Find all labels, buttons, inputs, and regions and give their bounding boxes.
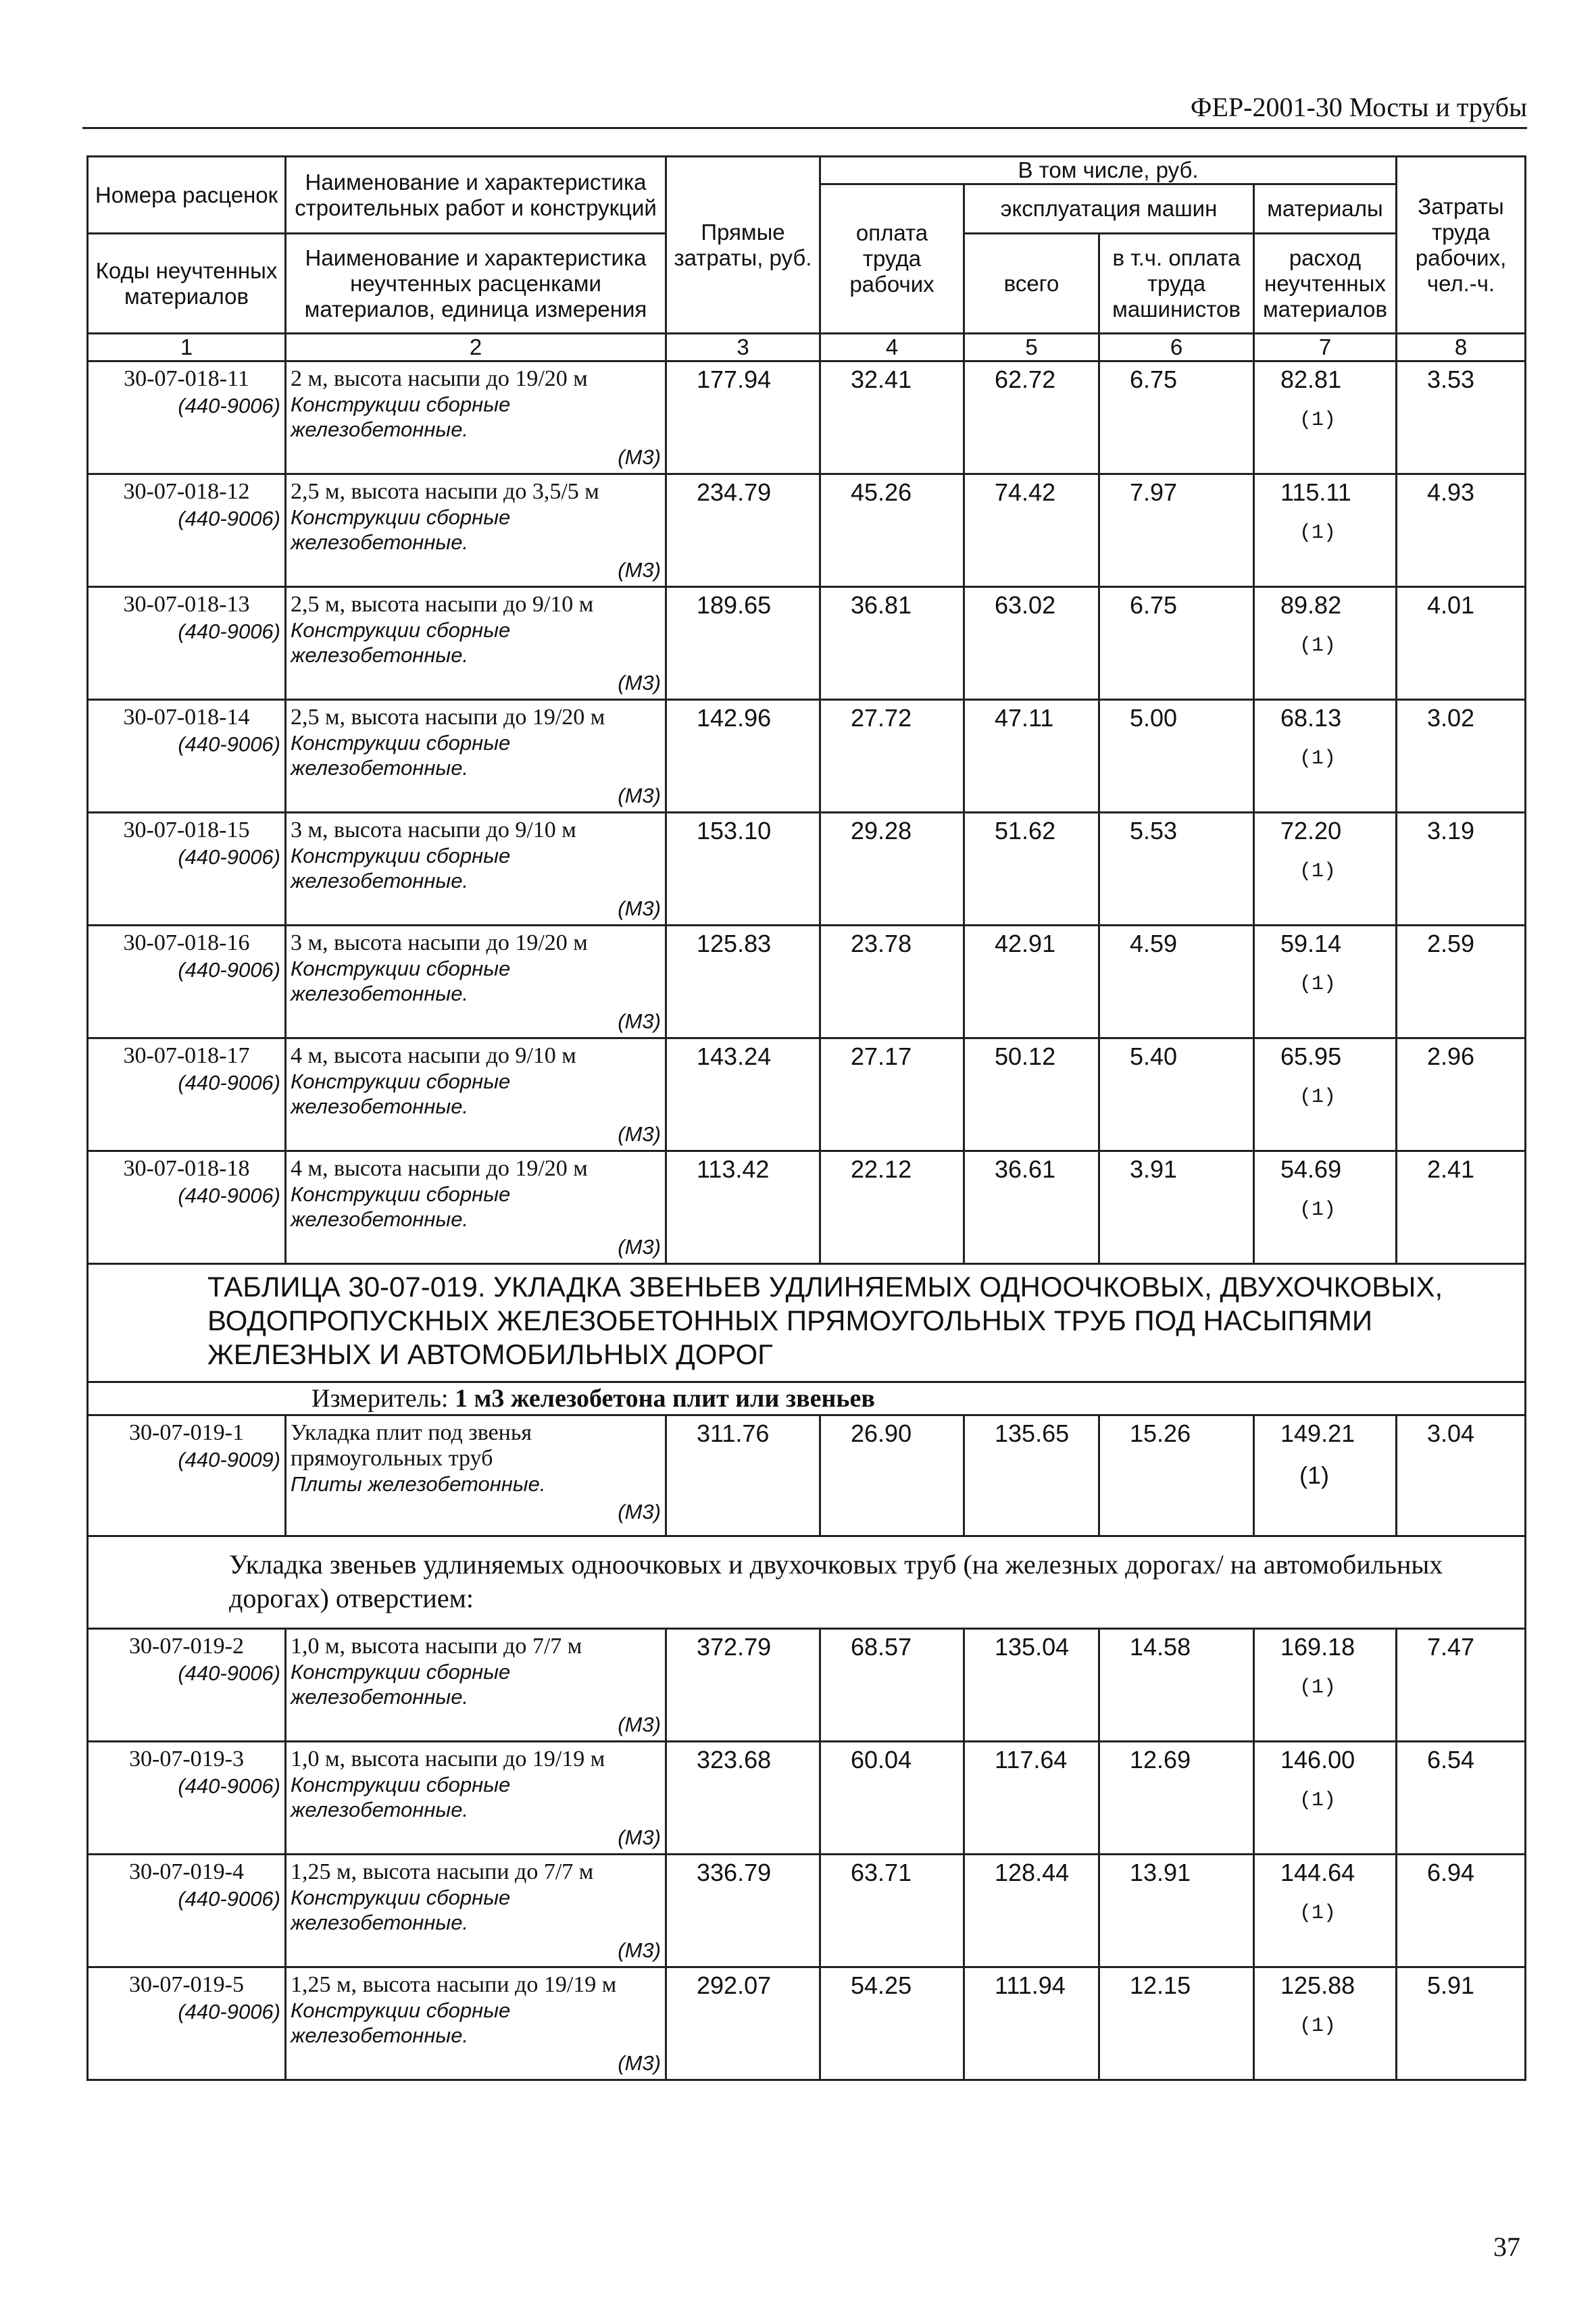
direct-cost: 189.65 xyxy=(666,587,820,700)
material-unit: (М3) xyxy=(618,1938,661,1962)
material-name: Конструкции сборные железобетонные. xyxy=(291,1998,511,2047)
description-cell xyxy=(286,1967,666,2080)
material-code: (440-9006) xyxy=(178,1184,280,1207)
material-name: Конструкции сборные железобетонные. xyxy=(291,1182,511,1231)
column-number: 5 xyxy=(964,334,1099,361)
machines-total: 135.65 xyxy=(964,1415,1099,1536)
rate-code: 30-07-018-11 xyxy=(124,366,249,391)
table-body-019 xyxy=(88,1629,1526,2080)
machinists-pay: 4.59 xyxy=(1099,926,1254,1038)
description-cell xyxy=(286,1038,666,1151)
material-cell xyxy=(1254,361,1397,474)
material-cell xyxy=(1254,1151,1397,1264)
material-name: Конструкции сборные железобетонные. xyxy=(291,844,511,892)
code-cell xyxy=(88,1742,286,1855)
price-table xyxy=(86,155,1526,2081)
description-cell xyxy=(286,1855,666,1967)
rate-code: 30-07-018-18 xyxy=(123,1156,250,1181)
labor-pay: 36.81 xyxy=(820,587,964,700)
table-row xyxy=(88,1629,1526,1742)
machines-total: 36.61 xyxy=(964,1151,1099,1264)
material-cell xyxy=(1254,1629,1397,1742)
material-quantity: 169.18 xyxy=(1280,1633,1355,1661)
material-unit: (М3) xyxy=(618,1500,661,1524)
machines-total: 111.94 xyxy=(964,1967,1099,2080)
material-note: (1) xyxy=(1299,522,1337,545)
machines-total: 51.62 xyxy=(964,813,1099,926)
header-col6: в т.ч. оплата труда машинистов xyxy=(1099,234,1254,334)
material-cell xyxy=(1254,700,1397,813)
material-note: (1) xyxy=(1299,409,1337,432)
material-code: (440-9006) xyxy=(178,845,280,869)
header-machines: эксплуатация машин xyxy=(964,184,1254,234)
code-cell xyxy=(88,474,286,587)
work-description: Укладка плит под звенья прямоугольных труб xyxy=(291,1420,532,1471)
description-cell xyxy=(286,813,666,926)
material-name: Конструкции сборные железобетонные. xyxy=(291,1773,511,1821)
table-row xyxy=(88,1038,1526,1151)
machinists-pay: 6.75 xyxy=(1099,361,1254,474)
description-cell xyxy=(286,361,666,474)
direct-cost: 143.24 xyxy=(666,1038,820,1151)
rate-code: 30-07-018-15 xyxy=(123,818,250,842)
machinists-pay: 13.91 xyxy=(1099,1855,1254,1967)
description-cell xyxy=(286,700,666,813)
material-unit: (М3) xyxy=(618,558,661,582)
rate-code: 30-07-019-4 xyxy=(129,1859,244,1884)
material-name: Конструкции сборные железобетонные. xyxy=(291,731,511,780)
code-cell xyxy=(88,813,286,926)
subsection-title: Укладка звеньев удлиняемых одноочковых и двухочковых труб (на железных дорогах/ на автомобильных дорогах) отверстием: xyxy=(88,1536,1526,1629)
material-unit: (М3) xyxy=(618,784,661,807)
table-row xyxy=(88,813,1526,926)
rate-code: 30-07-018-16 xyxy=(123,930,250,955)
rate-code: 30-07-018-12 xyxy=(123,479,250,504)
code-cell xyxy=(88,1415,286,1536)
labor-hours: 6.54 xyxy=(1397,1742,1526,1855)
measure-label: Измеритель: xyxy=(311,1384,449,1413)
machines-total: 50.12 xyxy=(964,1038,1099,1151)
labor-pay: 23.78 xyxy=(820,926,964,1038)
table-row xyxy=(88,700,1526,813)
direct-cost: 153.10 xyxy=(666,813,820,926)
machinists-pay: 12.69 xyxy=(1099,1742,1254,1855)
labor-pay: 27.72 xyxy=(820,700,964,813)
material-cell xyxy=(1254,474,1397,587)
table-row xyxy=(88,1151,1526,1264)
table-title: ТАБЛИЦА 30-07-019. УКЛАДКА ЗВЕНЬЕВ УДЛИНЯЕМЫХ ОДНООЧКОВЫХ, ДВУХОЧКОВЫХ, ВОДОПРОПУСКНЫХ ЖЕЛЕЗОБЕТОННЫХ ПРЯМОУГОЛЬНЫХ ТРУБ ПОД НАСЫПЯМИ ЖЕЛЕЗНЫХ И АВТОМОБИЛЬНЫХ ДОРОГ xyxy=(88,1264,1526,1382)
material-cell xyxy=(1254,1742,1397,1855)
rate-code: 30-07-019-2 xyxy=(129,1634,244,1659)
code-cell xyxy=(88,1855,286,1967)
header-col1-top: Номера расценок xyxy=(88,157,286,234)
machines-total: 74.42 xyxy=(964,474,1099,587)
direct-cost: 292.07 xyxy=(666,1967,820,2080)
material-name: Конструкции сборные железобетонные. xyxy=(291,1070,511,1118)
rate-code: 30-07-019-5 xyxy=(129,1972,244,1997)
material-code: (440-9006) xyxy=(178,1887,280,1911)
machines-total: 135.04 xyxy=(964,1629,1099,1742)
header-group: В том числе, руб. xyxy=(820,157,1397,184)
description-cell xyxy=(286,1415,666,1536)
material-code: (440-9006) xyxy=(178,2000,280,2023)
code-cell xyxy=(88,1151,286,1264)
material-note: (1) xyxy=(1299,747,1337,770)
table-row xyxy=(88,474,1526,587)
description-cell xyxy=(286,926,666,1038)
material-code: (440-9006) xyxy=(178,1071,280,1095)
direct-cost: 336.79 xyxy=(666,1855,820,1967)
column-number: 6 xyxy=(1099,334,1254,361)
labor-hours: 6.94 xyxy=(1397,1855,1526,1967)
work-description: 2,5 м, высота насыпи до 3,5/5 м xyxy=(291,479,599,504)
material-note: (1) xyxy=(1299,1902,1337,1925)
column-number: 3 xyxy=(666,334,820,361)
description-cell xyxy=(286,474,666,587)
material-cell xyxy=(1254,813,1397,926)
direct-cost: 323.68 xyxy=(666,1742,820,1855)
table-body-plates xyxy=(88,1415,1526,1536)
running-header: ФЕР-2001-30 Мосты и трубы xyxy=(82,88,1527,129)
material-quantity: 82.81 xyxy=(1280,366,1342,393)
work-description: 1,0 м, высота насыпи до 7/7 м xyxy=(291,1634,582,1659)
description-cell xyxy=(286,1742,666,1855)
header-col1-bottom: Коды неучтенных материалов xyxy=(88,234,286,334)
machinists-pay: 5.00 xyxy=(1099,700,1254,813)
direct-cost: 372.79 xyxy=(666,1629,820,1742)
direct-cost: 142.96 xyxy=(666,700,820,813)
column-number: 2 xyxy=(286,334,666,361)
work-description: 2,5 м, высота насыпи до 19/20 м xyxy=(291,705,605,730)
material-cell xyxy=(1254,1038,1397,1151)
material-unit: (М3) xyxy=(618,1826,661,1849)
header-col8: Затраты труда рабочих, чел.-ч. xyxy=(1397,157,1526,334)
work-description: 1,25 м, высота насыпи до 7/7 м xyxy=(291,1859,594,1884)
machinists-pay: 6.75 xyxy=(1099,587,1254,700)
machines-total: 128.44 xyxy=(964,1855,1099,1967)
table-body-018 xyxy=(88,361,1526,1264)
material-unit: (М3) xyxy=(618,1235,661,1259)
material-unit: (М3) xyxy=(618,445,661,469)
column-numbers-row xyxy=(88,334,1526,361)
material-unit: (М3) xyxy=(618,671,661,695)
header-col5: всего xyxy=(964,234,1099,334)
labor-pay: 22.12 xyxy=(820,1151,964,1264)
labor-pay: 45.26 xyxy=(820,474,964,587)
code-cell xyxy=(88,1038,286,1151)
table-row xyxy=(88,1855,1526,1967)
material-unit: (М3) xyxy=(618,897,661,920)
code-cell xyxy=(88,926,286,1038)
machines-total: 63.02 xyxy=(964,587,1099,700)
labor-hours: 2.96 xyxy=(1397,1038,1526,1151)
table-row xyxy=(88,1415,1526,1536)
work-description: 3 м, высота насыпи до 9/10 м xyxy=(291,818,576,842)
labor-hours: 5.91 xyxy=(1397,1967,1526,2080)
labor-pay: 60.04 xyxy=(820,1742,964,1855)
material-note: (1) xyxy=(1299,1789,1337,1812)
material-note: (1) xyxy=(1299,1461,1329,1489)
code-cell xyxy=(88,361,286,474)
direct-cost: 125.83 xyxy=(666,926,820,1038)
machinists-pay: 5.40 xyxy=(1099,1038,1254,1151)
labor-hours: 3.04 xyxy=(1397,1415,1526,1536)
machinists-pay: 15.26 xyxy=(1099,1415,1254,1536)
material-unit: (М3) xyxy=(618,1009,661,1033)
machines-total: 47.11 xyxy=(964,700,1099,813)
material-code: (440-9006) xyxy=(178,620,280,643)
column-number: 4 xyxy=(820,334,964,361)
direct-cost: 177.94 xyxy=(666,361,820,474)
material-cell xyxy=(1254,587,1397,700)
labor-hours: 3.19 xyxy=(1397,813,1526,926)
material-quantity: 125.88 xyxy=(1280,1971,1355,1999)
rate-code: 30-07-019-3 xyxy=(129,1746,244,1771)
labor-pay: 54.25 xyxy=(820,1967,964,2080)
labor-pay: 26.90 xyxy=(820,1415,964,1536)
material-cell xyxy=(1254,1967,1397,2080)
labor-hours: 4.01 xyxy=(1397,587,1526,700)
material-code: (440-9006) xyxy=(178,732,280,756)
measure-line xyxy=(88,1382,1526,1415)
header-col3: Прямые затраты, руб. xyxy=(666,157,820,334)
labor-pay: 27.17 xyxy=(820,1038,964,1151)
material-note: (1) xyxy=(1299,634,1337,657)
direct-cost: 311.76 xyxy=(666,1415,820,1536)
rate-code: 30-07-018-14 xyxy=(123,705,250,730)
labor-hours: 4.93 xyxy=(1397,474,1526,587)
machines-total: 42.91 xyxy=(964,926,1099,1038)
material-cell xyxy=(1254,1855,1397,1967)
material-name: Конструкции сборные железобетонные. xyxy=(291,1660,511,1709)
subsection-019 xyxy=(88,1536,1526,1629)
table-row xyxy=(88,361,1526,474)
labor-hours: 3.02 xyxy=(1397,700,1526,813)
material-name: Конструкции сборные железобетонные. xyxy=(291,505,511,554)
material-name: Конструкции сборные железобетонные. xyxy=(291,1886,511,1934)
rate-code: 30-07-019-1 xyxy=(129,1420,244,1445)
table-row xyxy=(88,1967,1526,2080)
material-code: (440-9006) xyxy=(178,507,280,530)
material-quantity: 144.64 xyxy=(1280,1859,1355,1886)
column-number: 8 xyxy=(1397,334,1526,361)
machinists-pay: 5.53 xyxy=(1099,813,1254,926)
labor-hours: 7.47 xyxy=(1397,1629,1526,1742)
labor-hours: 2.41 xyxy=(1397,1151,1526,1264)
material-note: (1) xyxy=(1299,1086,1337,1109)
work-description: 4 м, высота насыпи до 9/10 м xyxy=(291,1043,576,1068)
material-quantity: 68.13 xyxy=(1280,704,1342,732)
material-quantity: 146.00 xyxy=(1280,1746,1355,1774)
code-cell xyxy=(88,700,286,813)
machines-total: 62.72 xyxy=(964,361,1099,474)
machinists-pay: 14.58 xyxy=(1099,1629,1254,1742)
description-cell xyxy=(286,587,666,700)
measure-value: 1 м3 железобетона плит или звеньев xyxy=(455,1384,875,1413)
work-description: 3 м, высота насыпи до 19/20 м xyxy=(291,930,588,955)
material-cell xyxy=(1254,1415,1397,1536)
machines-total: 117.64 xyxy=(964,1742,1099,1855)
material-code: (440-9006) xyxy=(178,958,280,982)
page-number: 37 xyxy=(1493,2232,1520,2262)
material-note: (1) xyxy=(1299,1199,1337,1222)
work-description: 2,5 м, высота насыпи до 9/10 м xyxy=(291,592,594,617)
material-name: Конструкции сборные железобетонные. xyxy=(291,957,511,1005)
rate-code: 30-07-018-17 xyxy=(123,1043,250,1068)
direct-cost: 113.42 xyxy=(666,1151,820,1264)
work-description: 4 м, высота насыпи до 19/20 м xyxy=(291,1156,588,1181)
work-description: 1,0 м, высота насыпи до 19/19 м xyxy=(291,1746,605,1771)
material-unit: (М3) xyxy=(618,1713,661,1736)
header-col2-top: Наименование и характеристика строительных работ и конструкций xyxy=(286,157,666,234)
material-quantity: 59.14 xyxy=(1280,930,1342,957)
material-note: (1) xyxy=(1299,973,1337,996)
table-row xyxy=(88,587,1526,700)
machinists-pay: 3.91 xyxy=(1099,1151,1254,1264)
rate-code: 30-07-018-13 xyxy=(123,592,250,617)
labor-pay: 63.71 xyxy=(820,1855,964,1967)
work-description: 2 м, высота насыпи до 19/20 м xyxy=(291,366,588,391)
material-code: (440-9006) xyxy=(178,394,280,418)
labor-hours: 2.59 xyxy=(1397,926,1526,1038)
material-quantity: 72.20 xyxy=(1280,817,1342,845)
material-name: Конструкции сборные железобетонные. xyxy=(291,618,511,667)
labor-pay: 32.41 xyxy=(820,361,964,474)
code-cell xyxy=(88,1629,286,1742)
description-cell xyxy=(286,1629,666,1742)
section-019 xyxy=(88,1264,1526,1415)
table-header xyxy=(88,157,1526,361)
material-name: Плиты железобетонные. xyxy=(291,1472,546,1496)
machinists-pay: 12.15 xyxy=(1099,1967,1254,2080)
column-number: 7 xyxy=(1254,334,1397,361)
direct-cost: 234.79 xyxy=(666,474,820,587)
material-name: Конструкции сборные железобетонные. xyxy=(291,393,511,441)
header-col2-bottom: Наименование и характеристика неучтенных расценками материалов, единица измерения xyxy=(286,234,666,334)
header-col4: оплата труда рабочих xyxy=(820,184,964,334)
material-quantity: 65.95 xyxy=(1280,1042,1342,1070)
column-number: 1 xyxy=(88,334,286,361)
material-code: (440-9006) xyxy=(178,1661,280,1685)
material-note: (1) xyxy=(1299,2015,1337,2038)
material-code: (440-9009) xyxy=(178,1448,280,1472)
machinists-pay: 7.97 xyxy=(1099,474,1254,587)
material-quantity: 54.69 xyxy=(1280,1155,1342,1183)
material-note: (1) xyxy=(1299,860,1337,883)
code-cell xyxy=(88,587,286,700)
material-quantity: 149.21 xyxy=(1280,1419,1355,1447)
table-row xyxy=(88,926,1526,1038)
description-cell xyxy=(286,1151,666,1264)
material-code: (440-9006) xyxy=(178,1774,280,1798)
table-row xyxy=(88,1742,1526,1855)
code-cell xyxy=(88,1967,286,2080)
material-quantity: 115.11 xyxy=(1280,478,1351,506)
material-cell xyxy=(1254,926,1397,1038)
work-description: 1,25 м, высота насыпи до 19/19 м xyxy=(291,1972,617,1997)
material-note: (1) xyxy=(1299,1676,1337,1699)
header-col7: расход неучтенных материалов xyxy=(1254,234,1397,334)
material-unit: (М3) xyxy=(618,2051,661,2075)
material-unit: (М3) xyxy=(618,1122,661,1146)
labor-hours: 3.53 xyxy=(1397,361,1526,474)
labor-pay: 29.28 xyxy=(820,813,964,926)
header-materials: материалы xyxy=(1254,184,1397,234)
labor-pay: 68.57 xyxy=(820,1629,964,1742)
material-quantity: 89.82 xyxy=(1280,591,1342,619)
